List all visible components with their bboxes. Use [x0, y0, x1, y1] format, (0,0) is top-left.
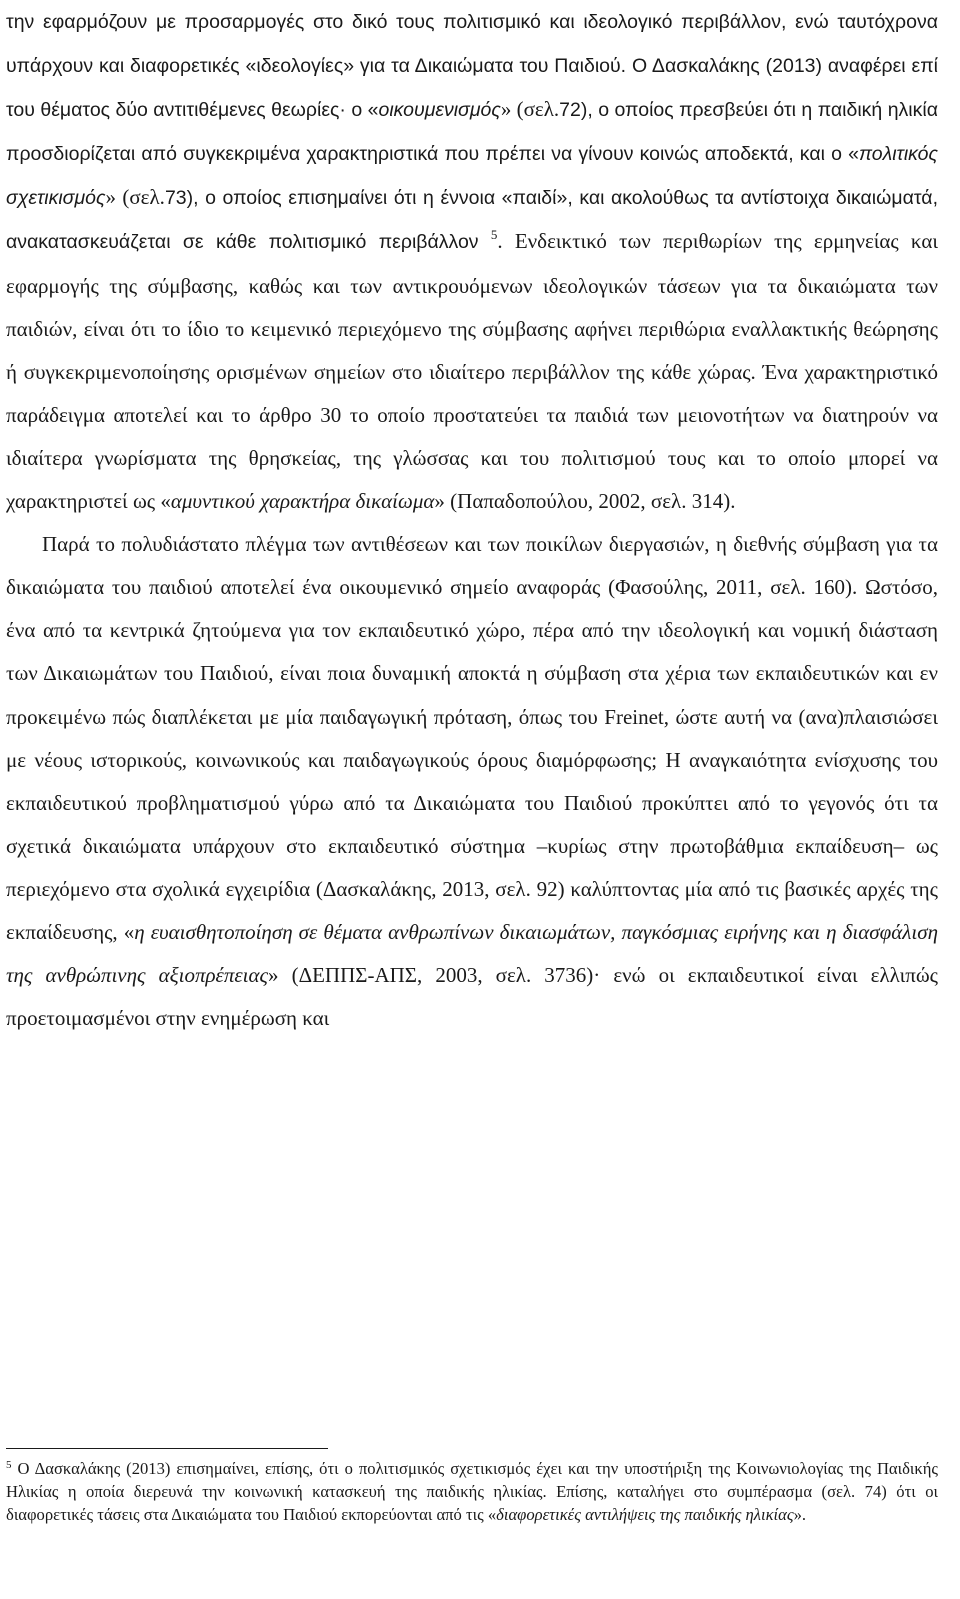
text-run: » (Παπαδοπούλου, 2002, σελ. 314). [434, 489, 736, 514]
text-run: Ωστόσο, ένα από τα κεντρικά ζητούμενα για τον εκπαιδευτικό χώρο, πέρα από την ιδεολογική και νομική διάσταση των Δικαιωμάτων του Παιδιού, είναι ποια δυναμική αποκτά η σύμβαση στα χέρια των εκπαιδευτικών και εν προκειμένω πώς διαπλέκεται με μία παιδαγωγική πρόταση, όπως του Freinet, ώστε αυτή να (ανα)πλαισιώσει με νέους ιστορικούς, κοινωνικούς και παιδαγωγικούς όρους διαμόρφωσης; Η αναγκαιότητα ενίσχυσης του εκπαιδευτικού προβληματισμού γύρω από τα Δικαιώματα του Παιδιού προκύπτει από το γεγονός ότι τα σχετικά δικαιώματα υπάρχουν στο εκπαιδευτικό σύστημα –κυρίως στην πρωτοβάθμια εκπαίδευση– ως περιεχόμενο στα σχολικά εγχειρίδια (Δασκαλάκης, 2013, σελ. 92) [6, 575, 939, 901]
emphasis-oikoumenismos: οικουμενισμός [378, 99, 501, 122]
text-run: » (ΔΕΠΠΣ-ΑΠΣ, 2003, σελ. 3736)· ενώ οι εκπαιδευτικοί είναι ελλιπώς προετοιμασμένοι στην ενημέρωση και [6, 963, 938, 1031]
document-page [6, 0, 938, 1599]
footnote-text-end: ». [793, 1504, 807, 1524]
footnote-emphasis: διαφορετικές αντιλήψεις της παιδικής ηλικίας [496, 1504, 794, 1524]
footnote-reference[interactable]: 5 [490, 227, 498, 243]
footnote-text: Ο Δασκαλάκης (2013) επισημαίνει, επίσης, ότι ο πολιτισμικός σχετικισμός έχει και την υποστήριξη της Κοινωνιολογίας της Παιδικής Ηλικίας η οποία διερευνά την κοινωνική κατασκευή της παιδικής ηλικίας. Επίσης, καταλήγει στο συμπέρασμα (σελ. 74) ότι οι διαφορετικές τάσεις στα Δικαιώματα του Παιδιού εκπορεύονται από τις « [6, 1459, 938, 1524]
text-run: 72), ο οποίος πρεσβεύει ότι η παιδική ηλικία προσδιορίζεται από συγκεκριμένα χαρακτηριστικά που πρέπει να γίνουν κοινώς αποδεκτά, και ο « [6, 99, 938, 166]
text-run: » (σελ. [500, 97, 560, 122]
text-run: . Ενδεικτικό των περιθωρίων της ερμηνείας και εφαρμογής της σύμβασης, καθώς και των αντικρουόμενων ιδεολογικών τάσεων για τα δικαιώματα των παιδιών, είναι ότι το ίδιο το κειμενικό περιεχόμενο της σύμβασης αφήνει περιθώρια εναλλακτικής θεώρησης ή συγκεκριμενοποίησης ορισμένων σημείων στο ιδιαίτερο περιβάλλον της κάθε χώρας. [6, 229, 938, 384]
text-run: την εφαρμόζουν με προσαρμογές στο δικό τους πολιτισμικό και ιδεολογικό περιβάλλον, ενώ ταυτόχρονα υπάρχουν και διαφορετικές «ιδεολογίες» για τα Δικαιώματα του Παιδιού. Ο Δασκαλάκης (2013) αναφέρει επί του θέματος δύο αντιτιθέμενες θεωρίες· ο « [6, 11, 938, 122]
paragraph-1 [6, 0, 938, 523]
body-text [6, 0, 938, 1040]
text-run: Παρά το πολυδιάστατο πλέγμα των αντιθέσεων και των ποικίλων διεργασιών, η διεθνής σύμβαση για τα δικαιώματα του παιδιού αποτελεί ένα οικουμενικό σημείο αναφοράς (Φασούλης, 2011, σελ. 160). [6, 532, 938, 600]
footnote-separator [6, 1448, 328, 1449]
footnote-number: 5 [6, 1459, 12, 1471]
footnote-5 [6, 1458, 938, 1526]
text-run: » (σελ. [105, 185, 165, 210]
text-run: 73), ο οποίος επισημαίνει ότι η έννοια «παιδί», και ακολούθως τα αντίστοιχα δικαιώματά, ανακατασκευάζεται σε κάθε πολιτισμικό περιβάλλον [6, 187, 938, 254]
emphasis-quote-depps: η ευαισθητοποίηση σε θέματα ανθρωπίνων δικαιωμάτων, παγκόσμιας ειρήνης και η διασφάλιση της ανθρώπινης αξιοπρέπειας [6, 919, 938, 988]
emphasis-politikos-sxetikismos: πολιτικός σχετικισμός [6, 143, 938, 210]
text-run: Ένα χαρακτηριστικό παράδειγμα αποτελεί και το άρθρο 30 το οποίο προστατεύει τα παιδιά των μειονοτήτων να διατηρούν να ιδιαίτερα γνωρίσματα της θρησκείας, της γλώσσας και του πολιτισμού τους και το οποίο μπορεί να χαρακτηριστεί ως « [6, 359, 938, 514]
paragraph-2 [6, 523, 938, 1040]
emphasis-amyntikou: αμυντικού χαρακτήρα δικαίωμα [170, 489, 435, 514]
text-run: καλύπτοντας μία από τις βασικές αρχές της εκπαίδευσης, « [6, 876, 938, 944]
